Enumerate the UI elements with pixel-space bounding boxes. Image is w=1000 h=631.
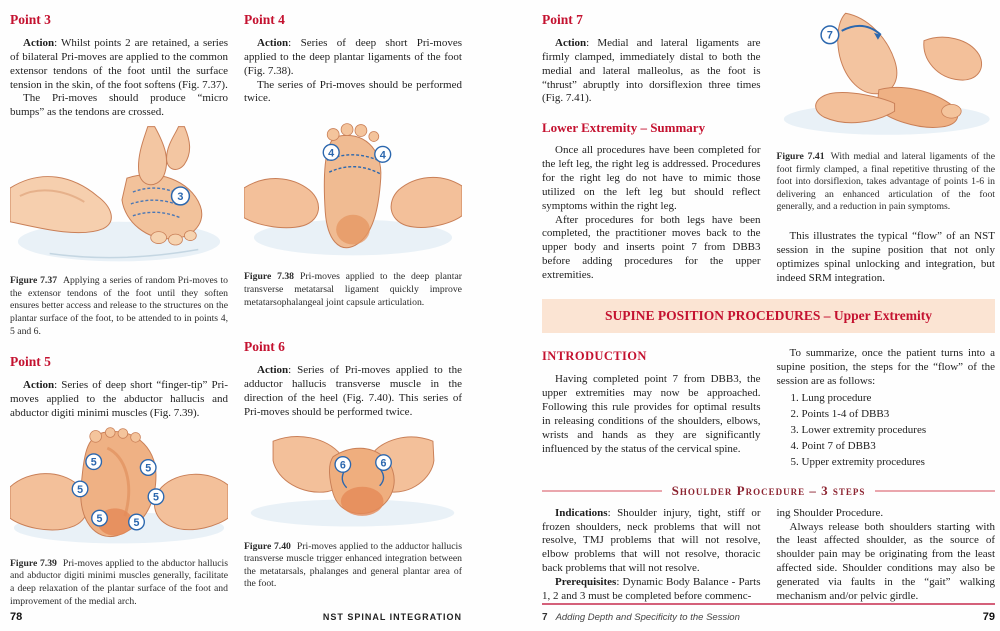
left-page xyxy=(10,0,462,631)
point-7-action-text: : Medial and lateral ligaments are firmly clamped, immediately distal to both the medial and lateral malleolus, as the foot is “thrust” abruptly into dorsiflexion three times (Fig. 7.41). xyxy=(542,37,761,105)
shoulder-column-1 xyxy=(542,507,761,604)
figure-7-37-label: Figure 7.37 xyxy=(10,275,58,287)
figure-7-38-label: Figure 7.38 xyxy=(244,271,295,283)
prerequisites-text: : Dynamic Body Balance - Parts 1, 2 and 3 must be completed before commenc- xyxy=(542,576,761,602)
section-banner: SUPINE POSITION PROCEDURES – Upper Extremity xyxy=(542,299,995,333)
figure-7-39-illustration xyxy=(10,427,228,545)
summary-intro: To summarize, once the patient turns into a supine position, the steps for the “flow” of the session are as follows: xyxy=(776,347,995,388)
point-5-marker: 5 xyxy=(96,512,103,525)
point-4-action-para xyxy=(244,37,462,79)
figure-7-37 xyxy=(10,126,228,267)
figure-7-39-caption xyxy=(10,558,228,608)
figure-7-37-caption xyxy=(10,275,228,338)
lower-summary-para-2: After procedures for both legs have been completed, the practitioner moves back to the upper body and inserts point 7 from DBB3 before adding procedures for the upper extremities. xyxy=(542,213,761,282)
shoulder-procedure-heading xyxy=(542,483,995,499)
point-3-action-text: : Whilst points 2 are retained, a series of bilateral Pri-moves are applied to the common extensor tendons of the foot until the surface tension in the skin, of the foot softens (Fig. 7.37). xyxy=(10,37,228,91)
figure-7-38-caption xyxy=(244,271,462,309)
chapter-number: 7 xyxy=(542,612,548,623)
point-3-action-para xyxy=(10,37,228,92)
right-page-footer xyxy=(542,611,995,623)
point-3-para-2: The Pri-moves should produce “micro bumps” as the tendons are crossed. xyxy=(10,92,228,119)
prerequisites-para xyxy=(542,576,761,604)
session-flow-steps xyxy=(777,391,996,471)
step-item: 2. Points 1-4 of DBB3 xyxy=(790,408,890,420)
figure-7-38-illustration xyxy=(244,118,462,258)
introduction-heading: INTRODUCTION xyxy=(542,349,647,364)
lower-summary-para-1: Once all procedures have been completed for the left leg, the right leg is addressed. Procedures for the right leg do not have to mimic those utilized on the left leg but should reflect symptoms within the right leg. xyxy=(542,144,761,212)
figure-7-38 xyxy=(244,118,462,263)
chapter-title: Adding Depth and Specificity to the Session xyxy=(555,612,740,623)
left-page-column-2 xyxy=(244,12,462,608)
point-4-marker: 4 xyxy=(328,147,335,160)
right-page-number: 79 xyxy=(982,611,995,623)
point-6-marker: 6 xyxy=(380,456,387,469)
figure-7-41-caption-text: With medial and lateral ligaments of the foot firmly clamped, a final repetitive thrusting of the foot into dorsiflexion, takes advantage of points 1-6 in delivering an enhanced articulation of the foot generally, and a reduction in pain symptoms. xyxy=(776,151,995,213)
running-title: NST SPINAL INTEGRATION xyxy=(322,612,462,622)
point-6-heading: Point 6 xyxy=(244,339,285,355)
point-5-marker: 5 xyxy=(90,456,97,469)
point-4-marker: 4 xyxy=(379,149,386,162)
point-3-marker: 3 xyxy=(177,191,184,204)
left-page-column-1 xyxy=(10,12,228,608)
shoulder-column-2 xyxy=(777,507,996,604)
action-label: Action xyxy=(23,379,55,392)
step-item: 5. Upper extremity procedures xyxy=(790,455,925,468)
point-4-para-2: The series of Pri-moves should be performed twice. xyxy=(244,78,462,105)
action-label: Action xyxy=(257,37,289,49)
right-page-column-1 xyxy=(542,12,761,285)
right-page-column-2 xyxy=(777,12,996,285)
point-5-action-text: : Series of deep short “finger-tip” Pri-moves applied to the abductor hallucis and abductor digiti minimi muscles (Fig. 7.39). xyxy=(10,379,228,419)
step-item: 3. Lower extremity procedures xyxy=(790,423,927,436)
point-7-marker: 7 xyxy=(826,29,833,42)
prerequisites-continuation: ing Shoulder Procedure. xyxy=(776,506,884,519)
figure-7-39-caption-text: Pri-moves applied to the abductor hallucis and abductor digiti minimi muscles generally, facilitate a deep relaxation of the plantar surface of the foot and improvement of the medial arch. xyxy=(10,557,229,607)
figure-7-40-caption xyxy=(244,541,462,591)
figure-7-39-label: Figure 7.39 xyxy=(10,557,57,569)
figure-7-41-caption xyxy=(777,151,996,214)
point-5-marker: 5 xyxy=(77,483,84,496)
indications-text: : Shoulder injury, tight, stiff or frozen shoulders, neck problems that will not resolve, TMJ problems that will not resolve, elbow problems that will not resolve, thoracic back problems that will not resolve. xyxy=(542,506,761,575)
figure-7-40-label: Figure 7.40 xyxy=(244,540,291,552)
point-6-action-para xyxy=(244,364,462,419)
point-4-action-text: : Series of deep short Pri-moves applied to the deep plantar ligaments of the foot (Fig. 7.38). xyxy=(244,37,462,77)
point-7-heading: Point 7 xyxy=(542,12,583,27)
flow-paragraph: This illustrates the typical “flow” of an NST session in the supine position that not only optimizes spinal unlocking and integration, but indeed SRM integration. xyxy=(776,230,995,284)
heading-rule-right xyxy=(875,490,995,492)
prerequisites-label: Prerequisites xyxy=(555,576,617,589)
left-page-footer xyxy=(10,611,462,623)
figure-7-40-caption-text: Pri-moves applied to the adductor hallucis transverse muscle trigger enhanced integration between the metatarsals, phalanges and general plantar area of the foot. xyxy=(244,540,462,590)
figure-7-40-illustration xyxy=(244,430,462,528)
indications-label: Indications xyxy=(555,506,608,519)
left-page-number: 78 xyxy=(10,611,23,623)
action-label: Action xyxy=(257,364,289,377)
point-5-marker: 5 xyxy=(145,462,152,475)
point-5-marker: 5 xyxy=(153,491,159,504)
step-item: 1. Lung procedure xyxy=(790,392,872,405)
right-page xyxy=(542,0,995,631)
shoulder-procedure-title: Shoulder Procedure – 3 steps xyxy=(671,482,866,498)
shoulder-advice-para: Always release both shoulders starting with the least affected shoulder, as the source of shoulder pain may be originating from the least affected side. Shoulder conditions may also be generated via faults in the “gait” walking mechanism and/or pelvic girdle. xyxy=(776,520,995,602)
point-5-marker: 5 xyxy=(133,516,140,529)
figure-7-37-caption-text: Applying a series of random Pri-moves to the extensor tendons of the foot until they soften ensures better access and release to the structures on the plantar surface of the foot, to be attended to in points 4, 5 and 6. xyxy=(10,275,228,337)
figure-7-37-illustration xyxy=(10,126,228,262)
figure-7-41 xyxy=(777,12,996,143)
point-6-marker: 6 xyxy=(339,458,346,471)
action-label: Action xyxy=(555,37,587,49)
figure-7-41-illustration xyxy=(777,12,996,138)
summary-column xyxy=(777,347,996,470)
figure-7-38-caption-text: Pri-moves applied to the deep plantar transverse metatarsal ligament quickly improve metatarsophalangeal joint capsule articulation. xyxy=(244,271,462,308)
point-5-action-para xyxy=(10,379,228,421)
footer-rule xyxy=(542,603,995,605)
lower-extremity-summary-heading: Lower Extremity – Summary xyxy=(542,120,706,136)
action-label: Action xyxy=(23,37,55,49)
point-5-heading: Point 5 xyxy=(10,354,51,370)
introduction-para: Having completed point 7 from DBB3, the upper extremities may now be approached. Following this rule provides for optimal results in releasing conditions of the shoulders, elbows, wrists and hands as they are significantly influenced by the status of the cervical spine. xyxy=(542,373,761,455)
point-3-heading: Point 3 xyxy=(10,12,51,27)
point-6-action-text: : Series of Pri-moves applied to the adductor hallucis transverse muscle in the direction of the heel (Fig. 7.40). This series of Pri-moves should be performed twice. xyxy=(244,364,462,418)
heading-rule-left xyxy=(542,490,662,492)
indications-para xyxy=(542,507,761,576)
figure-7-39 xyxy=(10,427,228,550)
point-7-action-para xyxy=(542,37,761,106)
step-item: 4. Point 7 of DBB3 xyxy=(790,439,876,452)
figure-7-40 xyxy=(244,430,462,533)
figure-7-41-label: Figure 7.41 xyxy=(776,151,825,162)
intro-column xyxy=(542,347,761,470)
point-4-heading: Point 4 xyxy=(244,12,285,27)
